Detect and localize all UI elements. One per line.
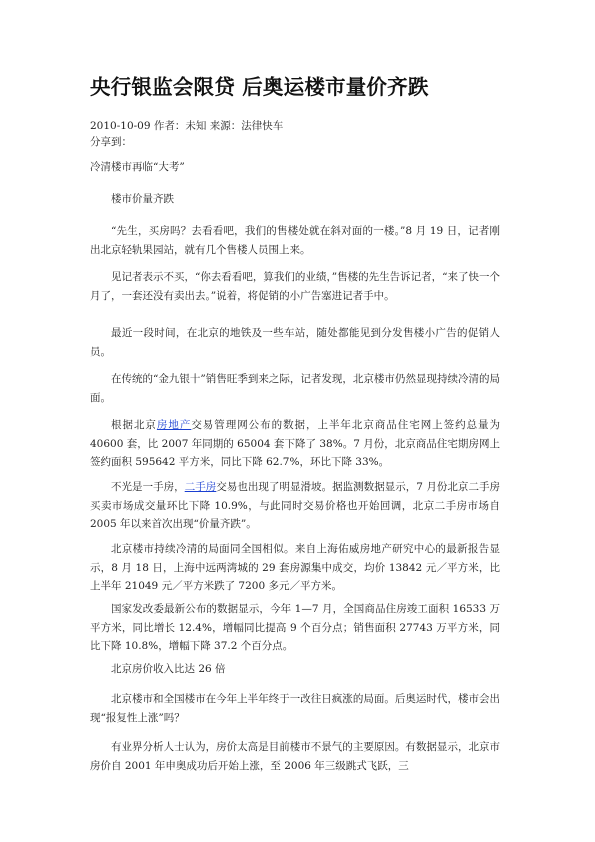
lead-line: 冷清楼市再临“大考” [90,161,185,173]
paragraph-6 [90,478,500,534]
paragraph-9: 北京楼市和全国楼市在今年上半年终于一改往日疯涨的局面。后奥运时代，楼市会出现“报复性上涨”吗？ [90,693,500,724]
paragraph-8: 国家发改委最新公布的数据显示，今年 1—7 月，全国商品住房竣工面积 16533 万平方米，同比增长 12.4%，增幅同比提高 9 个百分点；销售面积 27743 万平方米，同比下降 10.8%，增幅下降 37.2 个百分点。 [90,603,500,652]
article-title: 央行银监会限贷 后奥运楼市量价齐跌 [90,75,429,99]
share-label[interactable]: 分享到： [90,136,132,148]
p6-text-after: 交易也出现了明显滑坡。据监测数据显示，7 月份北京二手房买卖市场成交量环比下降 10.9%，与此同时交易价格也开始回调，北京二手房市场自 2005 年以来首次出现“价量齐跌”。 [90,481,501,530]
paragraph-4: 在传统的“金九银十”销售旺季到来之际，记者发现，北京楼市仍然显现持续冷清的局面。 [90,373,500,404]
real-estate-link[interactable]: 房地产 [156,419,192,431]
paragraph-1: “先生，买房吗？去看看吧，我们的售楼处就在斜对面的一楼。”8 月 19 日，记者刚出北京轻轨果园站，就有几个售楼人员围上来。 [90,225,500,256]
paragraph-5 [90,416,500,472]
second-hand-house-link[interactable]: 二手房 [184,481,217,493]
paragraph-2: 见记者表示不买，“你去看看吧，算我们的业绩，”售楼的先生告诉记者，“来了快一个月了，一套还没有卖出去。”说着，将促销的小广告塞进记者手中。 [90,271,500,302]
p5-text-after: 交易管理网公布的数据，上半年北京商品住宅网上签约总量为 40600 套，比 2007 年同期的 65004 套下降了 38%。7 月份，北京商品住宅期房网上签约面积 595642 平方米，同比下降 62.7%，环比下降 33%。 [90,419,501,468]
meta-line: 2010-10-09 作者：未知 来源：法律快车 [90,120,284,132]
paragraph-7: 北京楼市持续冷清的局面同全国相似。来自上海佑威房地产研究中心的最新报告显示，8 月 18 日，上海中远两湾城的 29 套房源集中成交，均价 13842 元／平方米，比上半年 21049 元／平方米跌了 7200 多元／平方米。 [90,543,500,592]
article-meta [90,118,283,150]
p5-text-before: 根据北京 [111,419,157,431]
section-heading-1: 楼市价量齐跌 [111,193,174,205]
paragraph-3: 最近一段时间，在北京的地铁及一些车站，随处都能见到分发售楼小广告的促销人员。 [90,327,500,358]
section-heading-2: 北京房价收入比达 26 倍 [111,663,226,675]
paragraph-10: 有业界分析人士认为，房价太高是目前楼市不景气的主要原因。有数据显示，北京市房价自 2001 年申奥成功后开始上涨，至 2006 年三级跳式飞跃，三 [90,741,500,772]
p6-text-before: 不光是一手房， [111,481,185,493]
